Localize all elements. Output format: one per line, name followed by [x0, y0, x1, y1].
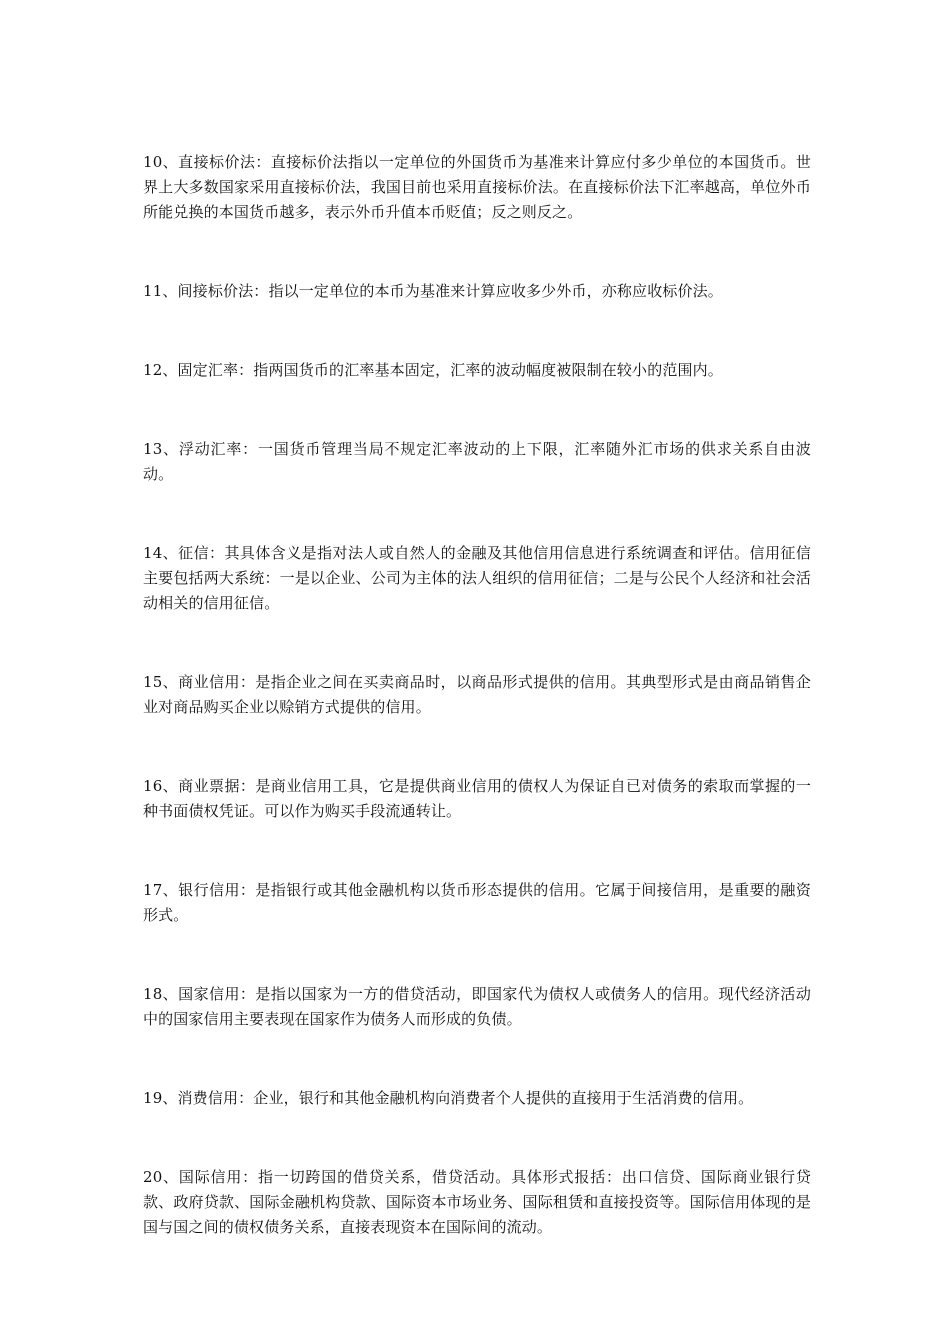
entry-16-commercial-paper: 16、商业票据：是商业信用工具，它是提供商业信用的债权人为保证自已对债务的索取而掌握的一种书面债权凭证。可以作为购买手段流通转让。 — [143, 777, 811, 820]
entry-17-bank-credit: 17、银行信用：是指银行或其他金融机构以货币形态提供的信用。它属于间接信用，是重要的融资形式。 — [143, 881, 811, 924]
entry-14-credit-reporting: 14、征信：其具体含义是指对法人或自然人的金融及其他信用信息进行系统调查和评估。信用征信主要包括两大系统：一是以企业、公司为主体的法人组织的信用征信；二是与公民个人经济和社会活动相关的信用征信。 — [143, 544, 811, 612]
entry-18-state-credit: 18、国家信用：是指以国家为一方的借贷活动，即国家代为债权人或债务人的信用。现代经济活动中的国家信用主要表现在国家作为债务人而形成的负债。 — [143, 985, 811, 1028]
document-body — [143, 150, 811, 1240]
entry-10-direct-quotation: 10、直接标价法：直接标价法指以一定单位的外国货币为基准来计算应付多少单位的本国货币。世界上大多数国家采用直接标价法，我国目前也采用直接标价法。在直接标价法下汇率越高，单位外币所能兑换的本国货币越多，表示外币升值本币贬值；反之则反之。 — [143, 153, 811, 221]
entry-11-indirect-quotation: 11、间接标价法：指以一定单位的本币为基准来计算应收多少外币，亦称应收标价法。 — [143, 282, 723, 300]
entry-19-consumer-credit: 19、消费信用：企业，银行和其他金融机构向消费者个人提供的直接用于生活消费的信用。 — [143, 1089, 754, 1107]
entry-12-fixed-exchange-rate: 12、固定汇率：指两国货币的汇率基本固定，汇率的波动幅度被限制在较小的范围内。 — [143, 361, 723, 379]
entry-15-commercial-credit: 15、商业信用：是指企业之间在买卖商品时，以商品形式提供的信用。其典型形式是由商品销售企业对商品购买企业以赊销方式提供的信用。 — [143, 673, 811, 716]
entry-13-floating-exchange-rate: 13、浮动汇率：一国货币管理当局不规定汇率波动的上下限，汇率随外汇市场的供求关系自由波动。 — [143, 440, 811, 483]
entry-20-international-credit: 20、国际信用：指一切跨国的借贷关系，借贷活动。具体形式报括：出口信贷、国际商业银行贷款、政府贷款、国际金融机构贷款、国际资本市场业务、国际租赁和直接投资等。国际信用体现的是国与国之间的债权债务关系，直接表现资本在国际间的流动。 — [143, 1168, 811, 1236]
